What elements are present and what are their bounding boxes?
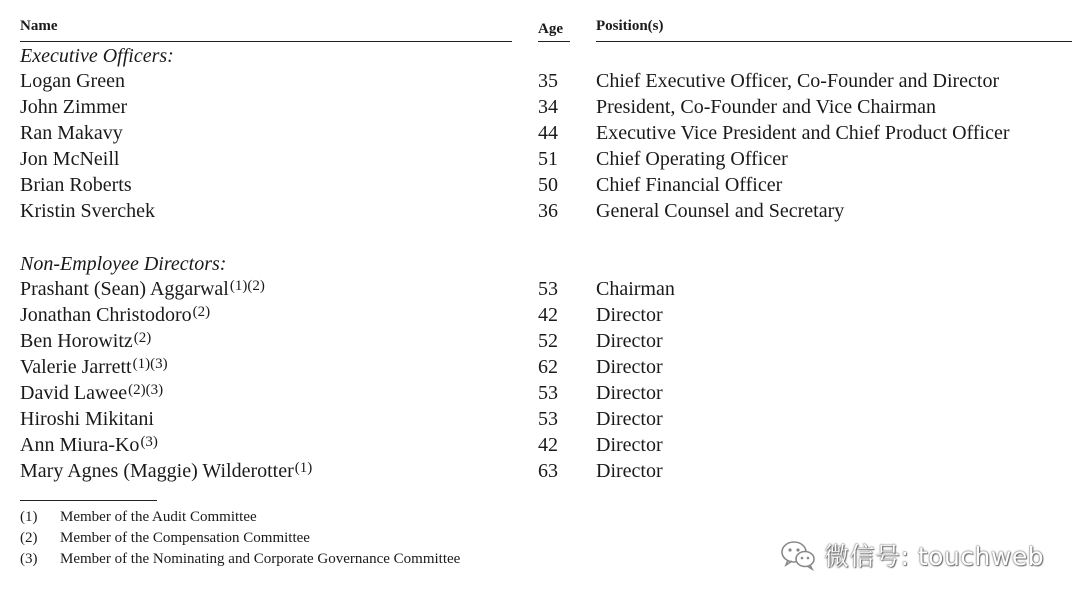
person-position: Chief Financial Officer (596, 174, 783, 196)
person-name (20, 302, 210, 328)
person-position: Director (596, 356, 663, 378)
person-name-text: Jonathan Christodoro (20, 304, 192, 326)
person-name-text: Ann Miura-Ko (20, 434, 140, 456)
table-row (0, 380, 1080, 406)
person-name (20, 68, 125, 94)
person-age: 53 (538, 382, 558, 404)
table-row (0, 198, 1080, 224)
person-position: Director (596, 434, 663, 456)
table-row (0, 172, 1080, 198)
person-age: 52 (538, 330, 558, 352)
table-row (0, 68, 1080, 94)
person-position: Director (596, 408, 663, 430)
person-name-text: Ben Horowitz (20, 330, 133, 352)
person-age: 53 (538, 408, 558, 430)
person-name-text: Ran Makavy (20, 122, 123, 144)
person-name-text: Brian Roberts (20, 174, 132, 196)
header-age: Age (538, 21, 563, 37)
person-age: 62 (538, 356, 558, 378)
person-name (20, 458, 312, 484)
footnote-marker: (2)(3) (128, 382, 164, 398)
table-row (0, 276, 1080, 302)
person-name (20, 276, 265, 302)
person-position: President, Co-Founder and Vice Chairman (596, 96, 937, 118)
person-name-text: Logan Green (20, 70, 125, 92)
footnote-number: (3) (20, 551, 38, 567)
header-rule-name (20, 41, 512, 42)
person-name (20, 146, 119, 172)
person-name (20, 120, 123, 146)
table-row (0, 406, 1080, 432)
footnote-number: (2) (20, 530, 38, 546)
table-row (0, 354, 1080, 380)
person-age: 51 (538, 148, 558, 170)
person-name (20, 198, 155, 224)
table-row (0, 432, 1080, 458)
header-name: Name (20, 18, 58, 34)
footnote-number: (1) (20, 509, 38, 525)
person-name-text: Mary Agnes (Maggie) Wilderotter (20, 460, 294, 482)
watermark (780, 536, 1044, 574)
table-row (0, 146, 1080, 172)
person-name-text: Hiroshi Mikitani (20, 408, 154, 430)
footnote-marker: (1)(2) (229, 278, 265, 294)
person-name (20, 94, 127, 120)
person-name-text: John Zimmer (20, 96, 128, 118)
footnote-rule (20, 500, 157, 501)
footnote-marker: (3) (140, 434, 158, 450)
person-position: Chairman (596, 278, 675, 300)
header-rule-age (538, 41, 570, 42)
section-title-executive: Executive Officers: (20, 45, 174, 67)
person-name (20, 432, 158, 458)
person-position: General Counsel and Secretary (596, 200, 845, 222)
person-name (20, 380, 163, 406)
person-age: 53 (538, 278, 558, 300)
person-name (20, 406, 154, 432)
person-age: 44 (538, 122, 558, 144)
person-position: Director (596, 304, 663, 326)
person-age: 50 (538, 174, 558, 196)
person-position: Director (596, 330, 663, 352)
person-age: 34 (538, 96, 558, 118)
person-age: 36 (538, 200, 558, 222)
person-position: Chief Executive Officer, Co-Founder and Director (596, 70, 1000, 92)
header-rule-positions (596, 41, 1072, 42)
wechat-icon (780, 539, 816, 571)
footnote-text: Member of the Nominating and Corporate Governance Committee (60, 551, 461, 567)
header-positions: Position(s) (596, 18, 664, 34)
person-name-text: David Lawee (20, 382, 128, 404)
table-row (0, 94, 1080, 120)
person-name (20, 172, 132, 198)
table-row (0, 302, 1080, 328)
person-position: Executive Vice President and Chief Product Officer (596, 122, 1010, 144)
footnote-marker: (2) (192, 304, 211, 320)
person-name-text: Kristin Sverchek (20, 200, 155, 222)
person-position: Director (596, 460, 663, 482)
watermark-text: 微信号: touchweb (824, 542, 1045, 571)
person-position: Chief Operating Officer (596, 148, 788, 170)
person-position: Director (596, 382, 663, 404)
person-name (20, 328, 151, 354)
person-age: 63 (538, 460, 558, 482)
person-age: 42 (538, 434, 558, 456)
person-age: 42 (538, 304, 558, 326)
person-name (20, 354, 168, 380)
person-age: 35 (538, 70, 558, 92)
footnote-marker: (2) (133, 330, 152, 346)
footnote-text: Member of the Compensation Committee (60, 530, 310, 546)
footnote-text: Member of the Audit Committee (60, 509, 257, 525)
person-name-text: Valerie Jarrett (20, 356, 132, 378)
person-name-text: Prashant (Sean) Aggarwal (20, 278, 229, 300)
table-row (0, 120, 1080, 146)
footnote-marker: (1)(3) (132, 356, 168, 372)
table-row (0, 328, 1080, 354)
section-title-directors: Non-Employee Directors: (20, 253, 227, 275)
footnote-marker: (1) (294, 460, 313, 476)
person-name-text: Jon McNeill (20, 148, 120, 170)
table-row (0, 458, 1080, 484)
